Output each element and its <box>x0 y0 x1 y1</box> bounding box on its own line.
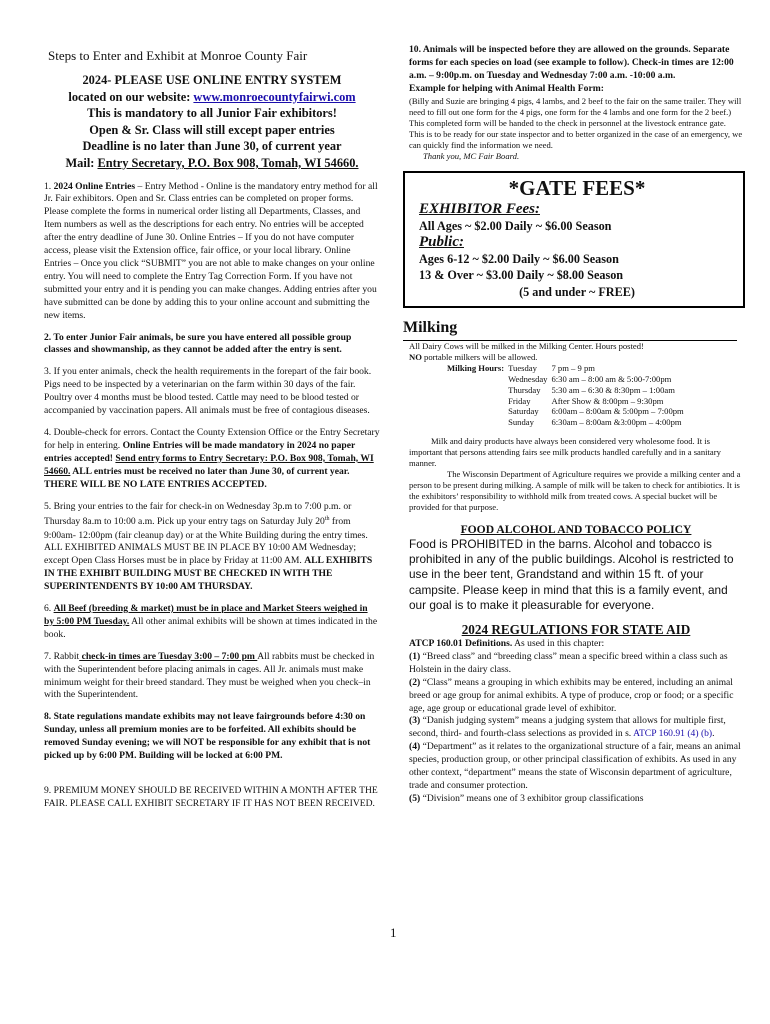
table-row <box>447 406 688 417</box>
public-fees-label: Public: <box>419 234 464 251</box>
regulations-heading: 2024 REGULATIONS FOR STATE AID <box>461 622 691 638</box>
definition-1: (1) “Breed class” and “breeding class” mean a specific breed within a class such as Holstein in the dairy class. <box>409 650 728 675</box>
hours-day: Saturday <box>508 406 539 417</box>
page-number: 1 <box>390 925 397 940</box>
fair-board-thanks: Thank you, MC Fair Board. <box>423 150 520 161</box>
table-row <box>447 363 688 374</box>
milking-line-2: NO portable milkers will be allowed. <box>409 352 538 363</box>
exhibitor-fees-label: EXHIBITOR Fees: <box>419 200 540 217</box>
table-row <box>447 374 688 385</box>
public-fees-line-2: 13 & Over ~ $3.00 Daily ~ $8.00 Season <box>419 268 624 283</box>
milking-line-1: All Dairy Cows will be milked in the Milking Center. Hours posted! <box>409 341 644 352</box>
step-9: 9. PREMIUM MONEY SHOULD BE RECEIVED WITHIN A MONTH AFTER THE FAIR. PLEASE CALL EXHIBIT SECRETARY IF IT HAS NOT BEEN RECEIVED. <box>44 785 378 809</box>
right-column <box>403 44 743 806</box>
hours-day: Friday <box>508 395 531 406</box>
online-entry-notice <box>44 72 380 172</box>
exhibitor-fees-line: All Ages ~ $2.00 Daily ~ $6.00 Season <box>419 218 612 233</box>
public-fees-line-3: (5 and under ~ FREE) <box>519 284 635 299</box>
milking-hours-label: Milking Hours: <box>447 363 505 374</box>
step-3: 3. If you enter animals, check the health requirements in the forepart of the fair book. Pigs need to be inspected by a veterinarian on the farm within 30 days of the fair. Poultry over 4 months must be blood tested. Cattle may need to be blood tested or accompanied by vaccination papers. All animals must be free of contagious diseases. <box>44 366 372 417</box>
example-title: Example for helping with Animal Health Form: <box>409 82 604 94</box>
milking-para-2: The Wisconsin Department of Agriculture requires we provide a milking center and a person to be present during milking. A sample of milk will be taken to check for antibiotics. It is the exhibitors’ responsibility to withhold milk from treated cows. A special bucket will be provided for that purpose. <box>409 469 741 513</box>
example-text: (Billy and Suzie are bringing 4 pigs, 4 lambs, and 2 beef to the fair on the same trailer. They will need to fill out one form for the 4 pigs, one form for the 4 lambs and one form for the 2 beef.) <box>409 95 742 117</box>
gate-fees-title: *GATE FEES* <box>508 175 646 200</box>
hours-time: After Show & 8:00pm – 9:30pm <box>551 395 664 406</box>
notice-line-5: Deadline is no later than June 30, of current year <box>82 139 342 154</box>
notice-line-1: 2024- PLEASE USE ONLINE ENTRY SYSTEM <box>82 73 342 87</box>
milking-heading: Milking <box>403 318 737 341</box>
table-row <box>447 396 688 407</box>
step-5: 5. Bring your entries to the fair for check-in on Wednesday 3p.m to 7:00 p.m. or Thursday 8a.m to 10:00 a.m. Pick up your entry tags on Saturday July 20th from 9:00am- 12:00pm (fair cleanup day) or at the White Building during the entry times. ALL EXHIBITED ANIMALS MUST BE IN PLACE BY 10:00 AM Wednesday; except Open Class Horses must be in place by Friday at 11:00 AM. ALL EXHIBITS IN THE EXHIBIT BUILDING MUST BE CHECKED IN WITH THE SUPERINTENDENTS BY 10:00 AM THURSDAY. <box>44 500 373 593</box>
step-2: 2. To enter Junior Fair animals, be sure you have entered all possible group classes and showmanship, as they cannot be added after the entry is sent. <box>44 331 352 356</box>
step-6: 6. All Beef (breeding & market) must be in place and Market Steers weighed in by 5:00 PM Tuesday. All other animal exhibits will be shown at times indicated in the book. <box>44 603 378 640</box>
hours-day: Wednesday <box>508 374 548 385</box>
notice-line-4: Open & Sr. Class will still except paper entries <box>89 122 335 137</box>
page-title: Steps to Enter and Exhibit at Monroe County Fair <box>48 48 308 63</box>
hours-time: 5:30 am – 6:30 & 8:30pm – 1:00am <box>551 384 675 395</box>
step-7: 7. Rabbit check-in times are Tuesday 3:00 – 7:00 pm All rabbits must be checked in with the Superintendent before placing animals in cages. All Jr. animals must make minimum weight for their breed standard. They must be weighed when you check–in with the Superintendent. <box>44 650 375 701</box>
definition-4: (4) “Department” as it relates to the organizational structure of a fair, means an animal species, production group, or other principal classification of exhibits. As used in any other context, “department” means the state of Wisconsin department of agriculture, trade and consumer protection. <box>409 741 741 792</box>
definitions-intro: ATCP 160.01 Definitions. As used in this chapter: <box>409 638 605 650</box>
milking-para-1: Milk and dairy products have always been considered very wholesome food. It is important that persons attending fairs see milk products handled carefully and in a sanitary manner. <box>409 436 721 469</box>
left-column <box>44 44 380 811</box>
atcp-link[interactable]: ATCP 160.91 (4) (b) <box>633 728 713 740</box>
definition-3: (3) “Danish judging system” means a judging system that allows for multiple first, second, third- and fourth-class selections as provided in s. ATCP 160.91 (4) (b). <box>409 715 726 740</box>
public-fees-line-1: Ages 6-12 ~ $2.00 Daily ~ $6.00 Season <box>419 252 619 267</box>
hours-time: 6:30am – 8:00am &3:00pm – 4:00pm <box>551 417 682 428</box>
hours-day: Thursday <box>508 384 541 395</box>
notice-line-6: Mail: Entry Secretary, P.O. Box 908, Tomah, WI 54660. <box>65 155 359 170</box>
step-4: 4. Double-check for errors. Contact the County Extension Office or the Entry Secretary for help in entering. Online Entries will be made mandatory in 2024 no paper entries accepted! Send entry forms to Entry Secretary: P.O. Box 908, Tomah, WI 54660. ALL entries must be received no later than June 30, of current year. THERE WILL BE NO LATE ENTRIES ACCEPTED. <box>44 426 380 490</box>
step-10: 10. Animals will be inspected before they are allowed on the grounds. Separate forms for each species on load (see example to follow). Check-in times are 12:00 a.m. – 9:00p.m. on Tuesday and Wednesday 7:00 a.m. -10:00 a.m. <box>409 44 734 81</box>
hours-day: Tuesday <box>508 363 537 374</box>
website-link[interactable]: www.monroecountyfairwi.com <box>193 89 356 104</box>
hours-time: 7 pm – 9 pm <box>551 363 595 374</box>
table-row <box>447 385 688 396</box>
notice-line-2: located on our website: www.monroecountyfairwi.com <box>68 89 356 104</box>
hours-time: 6:30 am – 8:00 am & 5:00-7:00pm <box>551 374 672 385</box>
gate-fees-box <box>403 171 745 309</box>
hours-day: Sunday <box>508 417 534 428</box>
step-1: 1. 2024 Online Entries – Entry Method - Online is the mandatory entry method for all Jr. Fair exhibitors. Open and Sr. Class entries can be completed on proper forms. Please complete the forms in numerical order listing all Departments, Classes, and Item numbers as well as the descriptions for each entry. No entries will be accepted after the entry deadline of June 30. Online Entries – If you do not have computer access, please visit the Extension office, fair office, or your local library. Online Entries – Once you click “SUBMIT” you are not able to make changes on your online entry. You will need to complete the Entry Tag Correction Form. If you have not submitted your entry and it is pending you can make changes. Adding entries after you have submitted can be done by adding this to your online account and submitting the new items. <box>44 180 378 321</box>
notice-line-3: This is mandatory to all Junior Fair exhibitors! <box>87 106 337 121</box>
food-policy-text: Food is PROHIBITED in the barns. Alcohol and tobacco is prohibited in any of the public buildings. Alcohol is restricted to use in the beer tent, Grandstand and within 15 ft. of your campsite. Please keep in mind that this is a family event, and our goal is to make it pleasurable for everyone. <box>409 537 734 612</box>
table-row <box>447 417 688 428</box>
definition-2: (2) “Class” means a grouping in which exhibits may be entered, including an animal breed or age group for animal exhibits. A type of produce, crop or food; or a specific age, age group or educational grade level of exhibitor. <box>409 676 734 714</box>
food-policy-heading: FOOD ALCOHOL AND TOBACCO POLICY <box>460 523 692 537</box>
example-text-2: This completed form will be handed to the check in personnel at the livestock entrance gate. This is to be ready for our state inspector and to better organized in the case of an emergency, we can quickly find the information we need. <box>409 117 743 150</box>
mail-address: Entry Secretary, P.O. Box 908, Tomah, WI 54660. <box>97 155 359 170</box>
milking-hours-table <box>447 363 688 428</box>
regulations-list <box>409 638 743 806</box>
definition-5: (5) “Division” means one of 3 exhibitor group classifications <box>409 792 644 804</box>
step-8: 8. State regulations mandate exhibits may not leave fairgrounds before 4:30 on Sunday, unless all premium monies are to be forfeited. All exhibits should be removed Sunday evening; we will NOT be responsible for any exhibit that is not picked up by 6:00 PM. Building will be locked at 6:00 PM. <box>44 711 371 762</box>
hours-time: 6:00am – 8:00am & 5:00pm – 7:00pm <box>551 406 684 417</box>
